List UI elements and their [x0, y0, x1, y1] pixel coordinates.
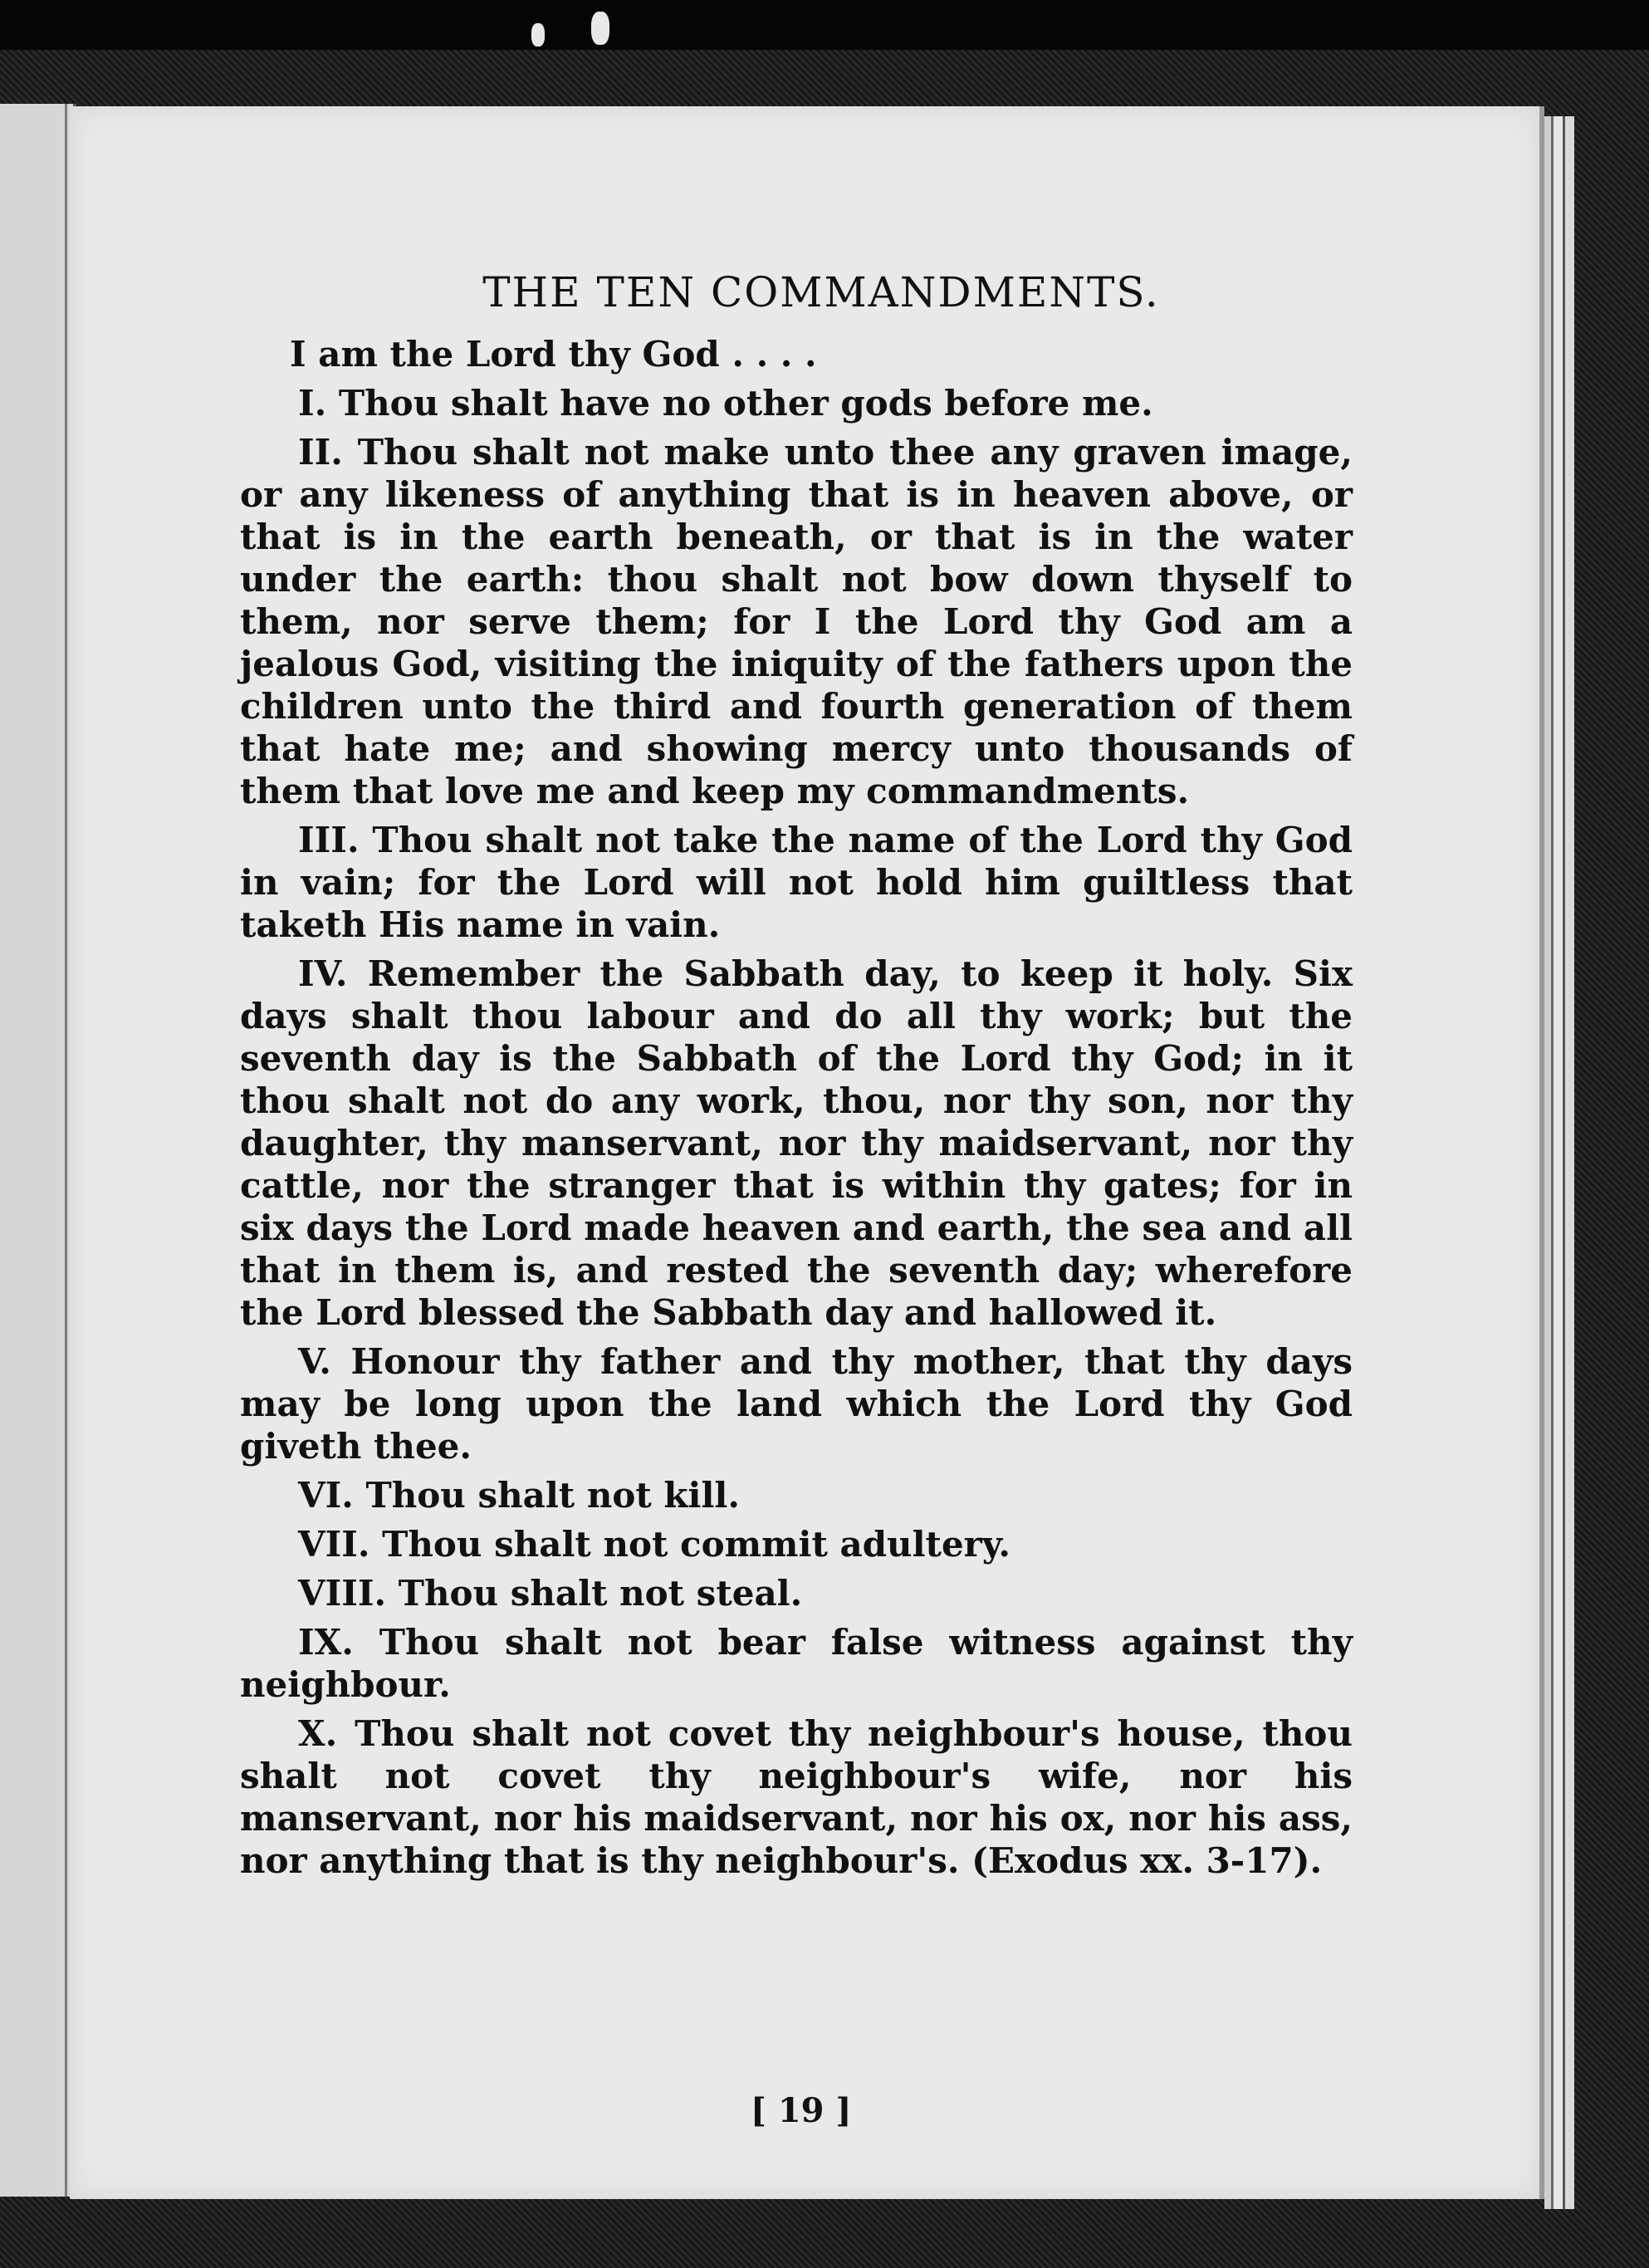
- paragraph-commandment-3: III. Thou shalt not take the name of the Lord thy God in vain; for the Lord will not hold him guiltless that taketh His name in vain.: [240, 820, 1353, 945]
- scan-artifact: [531, 23, 545, 47]
- paragraph-commandment-10: X. Thou shalt not covet thy neighbour's house, thou shalt not covet thy neighbour's wife, nor his manservant, nor his maidservant, nor his ox, nor his ass, nor anything that is thy neighbour's. (Exodus xx. 3-17).: [240, 1713, 1353, 1881]
- paragraph-commandment-6: VI. Thou shalt not kill.: [298, 1475, 740, 1516]
- paragraph-commandment-4: IV. Remember the Sabbath day, to keep it holy. Six days shalt thou labour and do all thy work; but the seventh day is the Sabbath of the Lord thy God; in it thou shalt not do any work, thou, nor thy son, nor thy daughter, thy manservant, nor thy maidservant, nor thy cattle, nor the stranger that is within thy gates; for in six days the Lord made heaven and earth, the sea and all that in them is, and rested the seventh day; wherefore the Lord blessed the Sabbath day and hallowed it.: [240, 953, 1353, 1333]
- paragraph-commandment-7: VII. Thou shalt not commit adultery.: [298, 1524, 1011, 1565]
- page-stack-edge: [1544, 116, 1574, 2209]
- facing-page-edge: [0, 104, 76, 2197]
- paragraph-commandment-8: VIII. Thou shalt not steal.: [298, 1573, 803, 1614]
- paragraph-preamble: I am the Lord thy God . . . .: [290, 334, 817, 375]
- scan-artifact: [591, 12, 609, 45]
- paragraph-commandment-5: V. Honour thy father and thy mother, that thy days may be long upon the land which the Lord thy God giveth thee.: [240, 1341, 1353, 1467]
- page-text-block: [240, 268, 1353, 1888]
- book-page: [70, 106, 1544, 2199]
- page-title: THE TEN COMMANDMENTS.: [482, 268, 1160, 316]
- page-number: [ 19 ]: [751, 2091, 852, 2130]
- paragraph-commandment-9: IX. Thou shalt not bear false witness against thy neighbour.: [240, 1622, 1353, 1705]
- paragraph-commandment-2: II. Thou shalt not make unto thee any graven image, or any likeness of anything that is in heaven above, or that is in the earth beneath, or that is in the water under the earth: thou shalt not bow down thyself to them, nor serve them; for I the Lord thy God am a jealous God, visiting the iniquity of the fathers upon the children unto the third and fourth generation of them that hate me; and showing mercy unto thousands of them that love me and keep my commandments.: [240, 432, 1353, 811]
- paragraph-commandment-1: I. Thou shalt have no other gods before me.: [298, 383, 1153, 424]
- gutter-line: [65, 104, 67, 2197]
